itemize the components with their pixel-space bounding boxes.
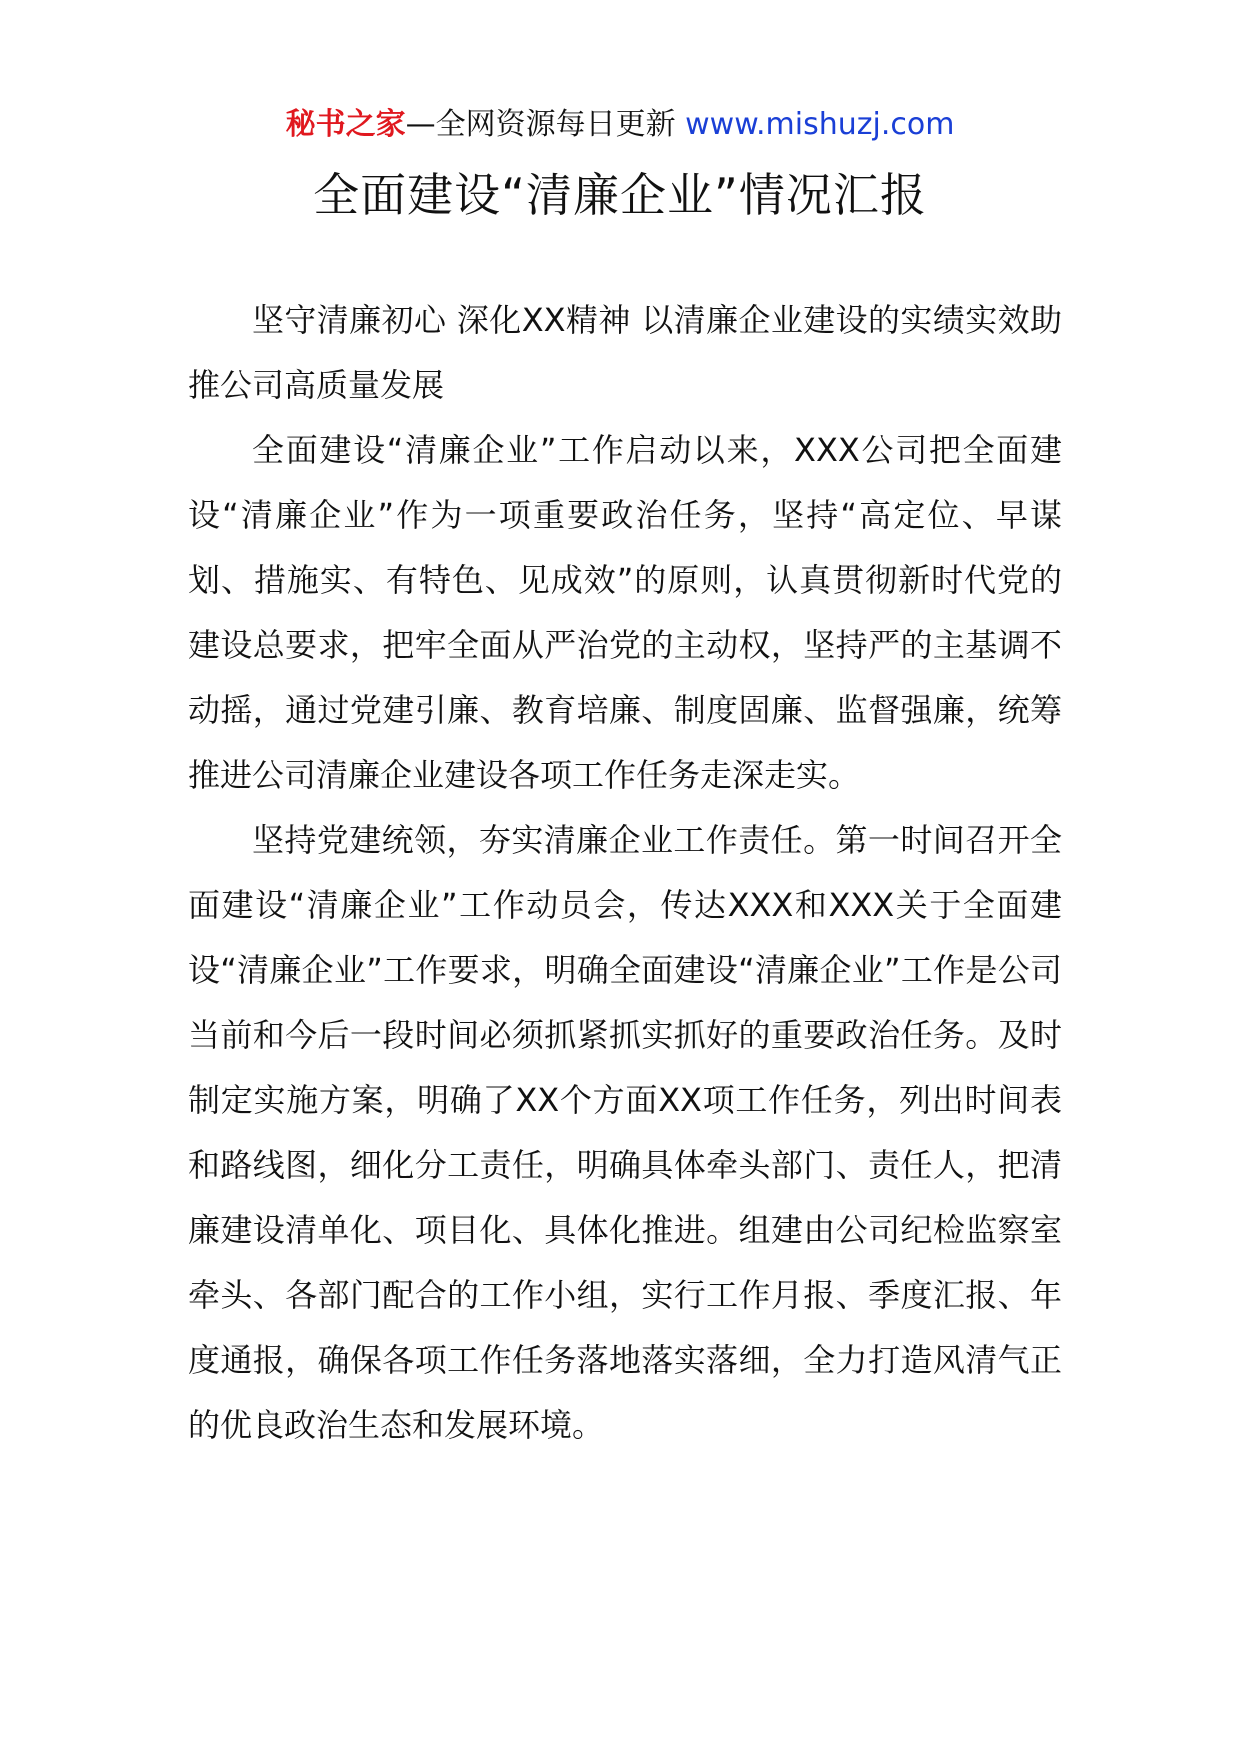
document-title: 全面建设“清廉企业”情况汇报 <box>313 168 927 222</box>
document-body <box>188 288 1062 1458</box>
site-header <box>0 100 1240 150</box>
brand-name: 秘书之家 <box>285 107 406 142</box>
paragraph-intro: 全面建设“清廉企业”工作启动以来，XXX公司把全面建设“清廉企业”作为一项重要政治任务，坚持“高定位、早谋划、措施实、有特色、见成效”的原则，认真贯彻新时代党的建设总要求，把牢全面从严治党的主动权，坚持严的主基调不动摇，通过党建引廉、教育培廉、制度固廉、监督强廉，统筹推进公司清廉企业建设各项工作任务走深走实。 <box>188 431 1062 794</box>
site-url-link[interactable]: www.mishuzj.com <box>685 107 955 142</box>
paragraph-party-leadership: 坚持党建统领，夯实清廉企业工作责任。第一时间召开全面建设“清廉企业”工作动员会，传达XXX和XXX关于全面建设“清廉企业”工作要求，明确全面建设“清廉企业”工作是公司当前和今后一段时间必须抓紧抓实抓好的重要政治任务。及时制定实施方案，明确了XX个方面XX项工作任务，列出时间表和路线图，细化分工责任，明确具体牵头部门、责任人，把清廉建设清单化、项目化、具体化推进。组建由公司纪检监察室牵头、各部门配合的工作小组，实行工作月报、季度汇报、年度通报，确保各项工作任务落地落实落细，全力打造风清气正的优良政治生态和发展环境。 <box>188 821 1062 1444</box>
paragraph-subtitle: 坚守清廉初心 深化XX精神 以清廉企业建设的实绩实效助推公司高质量发展 <box>188 301 1062 404</box>
site-slogan: —全网资源每日更新 <box>405 107 686 142</box>
